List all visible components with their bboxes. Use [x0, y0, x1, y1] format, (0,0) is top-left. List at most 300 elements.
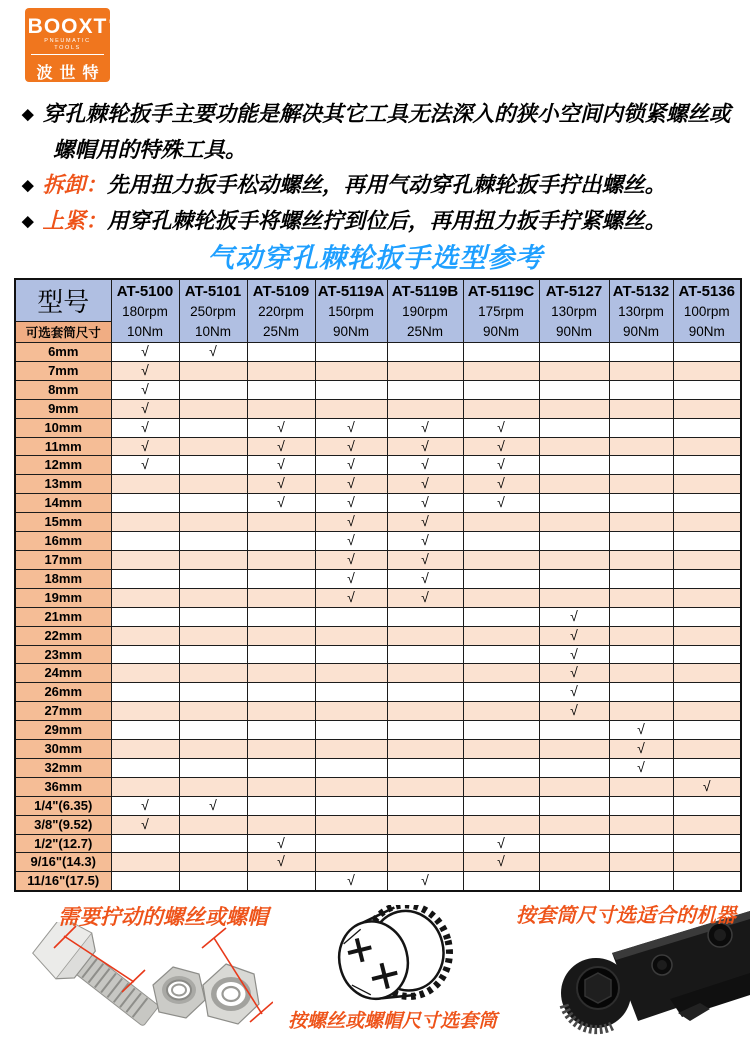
check-cell: √	[673, 777, 741, 796]
bullet-prefix: 拆卸：	[42, 173, 108, 197]
empty-cell	[247, 588, 315, 607]
empty-cell	[463, 872, 539, 891]
bullet-item	[22, 168, 732, 204]
size-label: 36mm	[15, 777, 111, 796]
empty-cell	[673, 645, 741, 664]
bullet-text: 先用扭力扳手松动螺丝，再用气动穿孔棘轮扳手拧出螺丝。	[107, 173, 667, 197]
check-cell: √	[539, 683, 609, 702]
check-cell: √	[387, 475, 463, 494]
machine-select-label: 按套筒尺寸选适合的机器	[516, 905, 736, 927]
empty-cell	[539, 418, 609, 437]
empty-cell	[463, 740, 539, 759]
check-cell: √	[315, 418, 387, 437]
empty-cell	[179, 513, 247, 532]
model-header	[315, 279, 387, 343]
empty-cell	[609, 664, 673, 683]
empty-cell	[387, 361, 463, 380]
empty-cell	[247, 815, 315, 834]
check-cell: √	[315, 437, 387, 456]
empty-cell	[247, 664, 315, 683]
empty-cell	[609, 418, 673, 437]
empty-cell	[247, 380, 315, 399]
check-cell: √	[387, 872, 463, 891]
empty-cell	[247, 569, 315, 588]
check-cell: √	[111, 815, 179, 834]
empty-cell	[673, 796, 741, 815]
empty-cell	[111, 834, 179, 853]
empty-cell	[179, 834, 247, 853]
check-cell: √	[247, 418, 315, 437]
empty-cell	[247, 702, 315, 721]
model-rpm: 180rpm	[122, 303, 168, 319]
check-cell: √	[111, 380, 179, 399]
check-cell: √	[247, 834, 315, 853]
size-label: 10mm	[15, 418, 111, 437]
empty-cell	[111, 513, 179, 532]
empty-cell	[673, 758, 741, 777]
empty-cell	[111, 494, 179, 513]
table-row	[15, 456, 741, 475]
empty-cell	[609, 532, 673, 551]
empty-cell	[609, 777, 673, 796]
check-cell: √	[179, 796, 247, 815]
empty-cell	[179, 588, 247, 607]
check-cell: √	[387, 437, 463, 456]
empty-cell	[609, 456, 673, 475]
empty-cell	[179, 380, 247, 399]
empty-cell	[463, 626, 539, 645]
check-cell: √	[539, 626, 609, 645]
table-row	[15, 777, 741, 796]
empty-cell	[387, 777, 463, 796]
empty-cell	[673, 740, 741, 759]
table-row	[15, 872, 741, 891]
empty-cell	[179, 475, 247, 494]
empty-cell	[463, 380, 539, 399]
empty-cell	[315, 740, 387, 759]
empty-cell	[609, 380, 673, 399]
empty-cell	[609, 588, 673, 607]
table-row	[15, 550, 741, 569]
brand-subtitle: PNEUMATIC TOOLS	[31, 38, 104, 55]
empty-cell	[179, 550, 247, 569]
check-cell: √	[315, 456, 387, 475]
empty-cell	[111, 550, 179, 569]
empty-cell	[247, 607, 315, 626]
empty-cell	[609, 361, 673, 380]
empty-cell	[315, 645, 387, 664]
empty-cell	[609, 607, 673, 626]
empty-cell	[539, 834, 609, 853]
empty-cell	[673, 418, 741, 437]
bullet-item	[22, 204, 732, 240]
empty-cell	[609, 872, 673, 891]
empty-cell	[673, 721, 741, 740]
empty-cell	[247, 740, 315, 759]
check-cell: √	[609, 758, 673, 777]
empty-cell	[673, 380, 741, 399]
check-cell: √	[387, 513, 463, 532]
model-torque: 10Nm	[126, 323, 163, 339]
model-torque: 25Nm	[406, 323, 443, 339]
empty-cell	[463, 815, 539, 834]
table-row	[15, 532, 741, 551]
model-rpm: 100rpm	[683, 303, 730, 319]
model-header	[673, 279, 741, 343]
model-name: AT-5127	[545, 282, 603, 300]
model-name: AT-5119A	[317, 282, 385, 300]
empty-cell	[179, 399, 247, 418]
empty-cell	[111, 853, 179, 872]
empty-cell	[463, 777, 539, 796]
model-header	[247, 279, 315, 343]
brand-name: BOOXT ®	[27, 15, 116, 38]
check-cell: √	[179, 343, 247, 362]
empty-cell	[387, 343, 463, 362]
empty-cell	[463, 702, 539, 721]
check-cell: √	[463, 456, 539, 475]
model-header	[111, 279, 179, 343]
empty-cell	[609, 645, 673, 664]
empty-cell	[179, 418, 247, 437]
model-rpm: 130rpm	[551, 303, 597, 319]
empty-cell	[179, 494, 247, 513]
empty-cell	[387, 399, 463, 418]
empty-cell	[673, 437, 741, 456]
empty-cell	[673, 399, 741, 418]
empty-cell	[315, 721, 387, 740]
empty-cell	[609, 834, 673, 853]
empty-cell	[387, 834, 463, 853]
empty-cell	[315, 626, 387, 645]
model-rpm: 190rpm	[402, 303, 448, 319]
size-label: 29mm	[15, 721, 111, 740]
model-name: AT-5119B	[391, 282, 459, 300]
check-cell: √	[315, 550, 387, 569]
empty-cell	[673, 834, 741, 853]
empty-cell	[179, 569, 247, 588]
bullet-text: 用穿孔棘轮扳手将螺丝拧到位后，再用扭力扳手拧紧螺丝。	[107, 208, 667, 233]
empty-cell	[315, 834, 387, 853]
empty-cell	[111, 758, 179, 777]
bullet-prefix: 上紧：	[42, 208, 108, 233]
size-label: 9/16"(14.3)	[15, 853, 111, 872]
model-label: 型号	[16, 280, 111, 321]
empty-cell	[111, 872, 179, 891]
empty-cell	[673, 872, 741, 891]
empty-cell	[539, 475, 609, 494]
diamond-bullet-icon: ◆	[22, 212, 34, 230]
empty-cell	[609, 815, 673, 834]
model-header	[179, 279, 247, 343]
empty-cell	[179, 361, 247, 380]
empty-cell	[247, 399, 315, 418]
diamond-bullet-icon: ◆	[22, 106, 34, 123]
empty-cell	[539, 380, 609, 399]
empty-cell	[387, 664, 463, 683]
size-label: 8mm	[15, 380, 111, 399]
empty-cell	[673, 853, 741, 872]
empty-cell	[111, 664, 179, 683]
socket-select-label: 按螺丝或螺帽尺寸选套筒	[288, 1011, 498, 1032]
empty-cell	[463, 513, 539, 532]
empty-cell	[387, 645, 463, 664]
empty-cell	[673, 664, 741, 683]
table-row	[15, 569, 741, 588]
table-header	[15, 279, 741, 343]
size-label: 11/16"(17.5)	[15, 872, 111, 891]
empty-cell	[673, 475, 741, 494]
empty-cell	[111, 777, 179, 796]
model-rpm: 130rpm	[618, 303, 664, 319]
model-rpm: 150rpm	[328, 303, 374, 319]
empty-cell	[247, 361, 315, 380]
size-label: 3/8"(9.52)	[15, 815, 111, 834]
empty-cell	[179, 437, 247, 456]
empty-cell	[539, 550, 609, 569]
bolt-nut-label: 需要拧动的螺丝或螺帽	[58, 906, 268, 929]
empty-cell	[111, 702, 179, 721]
table-row	[15, 702, 741, 721]
table-row	[15, 588, 741, 607]
empty-cell	[463, 361, 539, 380]
empty-cell	[539, 437, 609, 456]
empty-cell	[609, 494, 673, 513]
empty-cell	[609, 853, 673, 872]
empty-cell	[247, 872, 315, 891]
check-cell: √	[463, 853, 539, 872]
check-cell: √	[111, 418, 179, 437]
empty-cell	[539, 872, 609, 891]
model-torque: 25Nm	[262, 323, 299, 339]
check-cell: √	[111, 399, 179, 418]
empty-cell	[111, 569, 179, 588]
check-cell: √	[387, 569, 463, 588]
check-cell: √	[387, 532, 463, 551]
empty-cell	[247, 343, 315, 362]
registered-mark: ®	[109, 19, 116, 26]
empty-cell	[179, 683, 247, 702]
empty-cell	[111, 475, 179, 494]
size-label: 13mm	[15, 475, 111, 494]
empty-cell	[179, 721, 247, 740]
empty-cell	[247, 721, 315, 740]
check-cell: √	[387, 550, 463, 569]
size-label: 24mm	[15, 664, 111, 683]
model-torque: 90Nm	[482, 323, 519, 339]
table-row	[15, 683, 741, 702]
empty-cell	[539, 796, 609, 815]
empty-cell	[315, 399, 387, 418]
bullet-text: 穿孔棘轮扳手主要功能是解决其它工具无法深入的狭小空间内锁紧螺丝或螺帽用的特殊工具。	[42, 102, 731, 162]
check-cell: √	[111, 437, 179, 456]
empty-cell	[673, 550, 741, 569]
socket-drawing	[320, 905, 465, 1007]
empty-cell	[609, 437, 673, 456]
empty-cell	[609, 399, 673, 418]
empty-cell	[673, 626, 741, 645]
size-label: 19mm	[15, 588, 111, 607]
empty-cell	[609, 683, 673, 702]
empty-cell	[673, 513, 741, 532]
table-row	[15, 361, 741, 380]
empty-cell	[179, 532, 247, 551]
check-cell: √	[111, 796, 179, 815]
model-selection-table	[14, 278, 742, 892]
check-cell: √	[247, 853, 315, 872]
model-torque: 90Nm	[555, 323, 592, 339]
empty-cell	[539, 758, 609, 777]
model-torque: 90Nm	[622, 323, 659, 339]
empty-cell	[539, 494, 609, 513]
selection-chart-title: 气动穿孔棘轮扳手选型参考	[207, 243, 543, 273]
brand-logo	[25, 8, 116, 82]
table-row	[15, 796, 741, 815]
empty-cell	[539, 588, 609, 607]
model-rpm: 175rpm	[478, 303, 524, 319]
check-cell: √	[315, 872, 387, 891]
size-label: 32mm	[15, 758, 111, 777]
empty-cell	[179, 777, 247, 796]
empty-cell	[539, 777, 609, 796]
model-header	[387, 279, 463, 343]
model-name: AT-5119C	[467, 282, 535, 300]
empty-cell	[315, 664, 387, 683]
check-cell: √	[463, 475, 539, 494]
empty-cell	[179, 607, 247, 626]
table-row	[15, 380, 741, 399]
empty-cell	[111, 588, 179, 607]
check-cell: √	[387, 494, 463, 513]
empty-cell	[179, 645, 247, 664]
empty-cell	[315, 380, 387, 399]
empty-cell	[315, 702, 387, 721]
size-label: 23mm	[15, 645, 111, 664]
check-cell: √	[463, 418, 539, 437]
table-row	[15, 494, 741, 513]
empty-cell	[609, 475, 673, 494]
empty-cell	[387, 380, 463, 399]
empty-cell	[387, 853, 463, 872]
check-cell: √	[463, 834, 539, 853]
empty-cell	[111, 721, 179, 740]
empty-cell	[539, 815, 609, 834]
empty-cell	[247, 758, 315, 777]
check-cell: √	[539, 702, 609, 721]
check-cell: √	[111, 361, 179, 380]
size-label: 21mm	[15, 607, 111, 626]
bullet-item	[22, 97, 732, 168]
table-row	[15, 399, 741, 418]
check-cell: √	[247, 494, 315, 513]
check-cell: √	[247, 437, 315, 456]
table-row	[15, 834, 741, 853]
check-cell: √	[315, 513, 387, 532]
check-cell: √	[539, 607, 609, 626]
empty-cell	[179, 815, 247, 834]
size-label: 7mm	[15, 361, 111, 380]
check-cell: √	[463, 494, 539, 513]
check-cell: √	[111, 343, 179, 362]
size-label: 27mm	[15, 702, 111, 721]
bolt-and-nuts-image	[18, 922, 273, 1042]
model-rpm: 220rpm	[258, 303, 304, 319]
empty-cell	[463, 796, 539, 815]
empty-cell	[673, 456, 741, 475]
brand-chinese-name: 波世特	[36, 65, 106, 82]
empty-cell	[387, 740, 463, 759]
table-row	[15, 475, 741, 494]
empty-cell	[539, 343, 609, 362]
empty-cell	[387, 683, 463, 702]
model-header	[539, 279, 609, 343]
check-cell: √	[315, 569, 387, 588]
size-label: 6mm	[15, 343, 111, 362]
empty-cell	[387, 607, 463, 626]
empty-cell	[609, 569, 673, 588]
model-header	[609, 279, 673, 343]
table-row	[15, 721, 741, 740]
empty-cell	[315, 683, 387, 702]
model-name: AT-5101	[184, 282, 242, 300]
empty-cell	[247, 645, 315, 664]
empty-cell	[539, 721, 609, 740]
intro-bullets	[22, 97, 732, 239]
check-cell: √	[315, 494, 387, 513]
check-cell: √	[247, 456, 315, 475]
empty-cell	[247, 683, 315, 702]
size-label: 9mm	[15, 399, 111, 418]
empty-cell	[539, 399, 609, 418]
table-row	[15, 664, 741, 683]
empty-cell	[463, 645, 539, 664]
size-label: 12mm	[15, 456, 111, 475]
check-cell: √	[387, 456, 463, 475]
empty-cell	[387, 758, 463, 777]
empty-cell	[539, 456, 609, 475]
model-header	[463, 279, 539, 343]
empty-cell	[111, 683, 179, 702]
empty-cell	[179, 740, 247, 759]
empty-cell	[247, 796, 315, 815]
size-label: 26mm	[15, 683, 111, 702]
empty-cell	[673, 343, 741, 362]
empty-cell	[315, 607, 387, 626]
empty-cell	[463, 758, 539, 777]
empty-cell	[247, 513, 315, 532]
empty-cell	[673, 494, 741, 513]
empty-cell	[673, 815, 741, 834]
check-cell: √	[539, 645, 609, 664]
empty-cell	[609, 626, 673, 645]
table-row	[15, 815, 741, 834]
empty-cell	[111, 532, 179, 551]
size-label: 30mm	[15, 740, 111, 759]
empty-cell	[609, 513, 673, 532]
model-corner-cell	[15, 279, 111, 343]
size-label: 16mm	[15, 532, 111, 551]
check-cell: √	[315, 588, 387, 607]
check-cell: √	[609, 721, 673, 740]
model-name: AT-5132	[612, 282, 670, 300]
size-label: 18mm	[15, 569, 111, 588]
empty-cell	[247, 532, 315, 551]
socket-size-label: 可选套筒尺寸	[16, 321, 111, 342]
empty-cell	[247, 777, 315, 796]
empty-cell	[315, 853, 387, 872]
empty-cell	[315, 815, 387, 834]
empty-cell	[387, 626, 463, 645]
